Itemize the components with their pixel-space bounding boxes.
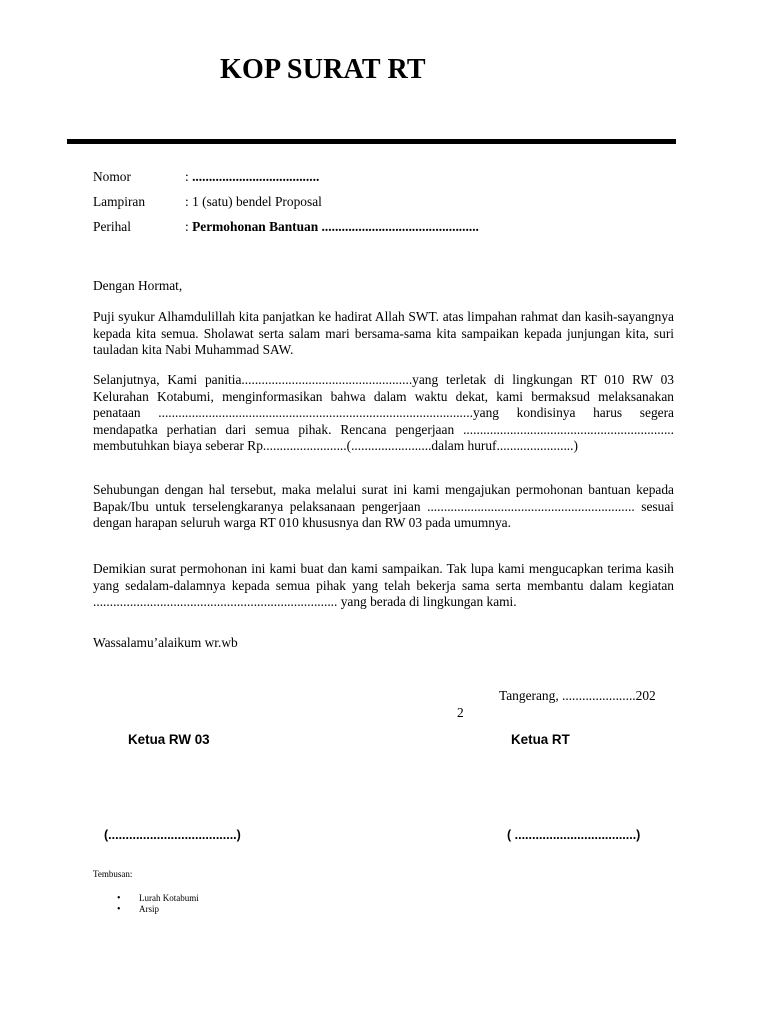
paragraph-1-text: Puji syukur Alhamdulillah kita panjatkan ke hadirat Allah SWT. atas limpahan rahmat dan kasih-sayangnya kepada kita semua. Sholawat serta salam mari bersama-sama kita sampaikan kepada junjungan kita, suri tauladan kita Nabi Muhammad SAW. [93, 309, 674, 358]
perihal-label: Perihal [93, 219, 131, 234]
nomor-label: Nomor [93, 169, 131, 184]
nomor-colon: : [185, 169, 193, 184]
paragraph-3-text: Sehubungan dengan hal tersebut, maka melalui surat ini kami mengajukan permohonan bantuan kepada Bapak/Ibu untuk terselengkaranya pelaksanaan pengerjaan .............................................................. sesuai dengan harapan seluruh warga RT 010 khususnya dan RW 03 pada umumnya. [93, 482, 674, 531]
greeting [93, 278, 674, 295]
meta-row-lampiran [93, 194, 322, 210]
lampiran-value: : 1 (satu) bendel Proposal [185, 194, 322, 209]
paragraph-3 [93, 482, 674, 532]
closing [93, 635, 674, 652]
meta-row-nomor [93, 169, 319, 185]
paragraph-4-text: Demikian surat permohonan ini kami buat dan kami sampaikan. Tak lupa kami mengucapkan terima kasih yang sedalam-dalamnya kepada semua pihak yang telah bekerja sama serta membantu dalam kegiatan ......................................................................... yang berada di lingkungan kami. [93, 561, 674, 610]
letterhead-title: KOP SURAT RT [220, 54, 426, 85]
perihal-value: Permohonan Bantuan [192, 219, 322, 234]
paragraph-4 [93, 561, 674, 611]
letterhead-rule [67, 139, 676, 144]
signature-left-title: Ketua RW 03 [128, 732, 210, 747]
closing-text: Wassalamu’alaikum wr.wb [93, 635, 238, 650]
meta-row-perihal [93, 219, 479, 235]
signature-left-name: (.....................................) [104, 828, 241, 842]
tembusan-item: • Lurah Kotabumi [139, 893, 199, 904]
place-date-continuation: 2 [457, 705, 464, 720]
perihal-dots: ............................................... [321, 219, 479, 234]
paragraph-2-text: Selanjutnya, Kami panitia...................................................yang terletak di lingkungan RT 010 RW 03 Kelurahan Kotabumi, menginformasikan bahwa dalam waktu dekat, kami bermaksud melaksanakan penataan ..............................................................................................yang kondisinya harus segera mendapatka perhatian dari semua pihak. Rencana pengerjaan ............................................................... membutuhkan biaya seberar Rp.........................(........................dalam huruf.......................) [93, 372, 674, 454]
signature-right-title: Ketua RT [511, 732, 570, 747]
paragraph-1 [93, 309, 674, 359]
lampiran-label: Lampiran [93, 194, 146, 209]
signature-right-name: ( ...................................) [507, 828, 641, 842]
tembusan-item: • Arsip [139, 904, 199, 915]
place-date: Tangerang, ......................202 [499, 688, 656, 703]
paragraph-2 [93, 372, 674, 455]
perihal-colon: : [185, 219, 193, 234]
greeting-text: Dengan Hormat, [93, 278, 183, 293]
nomor-value: ...................................... [192, 169, 320, 184]
tembusan-label: Tembusan: [93, 869, 133, 879]
tembusan-list [139, 893, 199, 915]
